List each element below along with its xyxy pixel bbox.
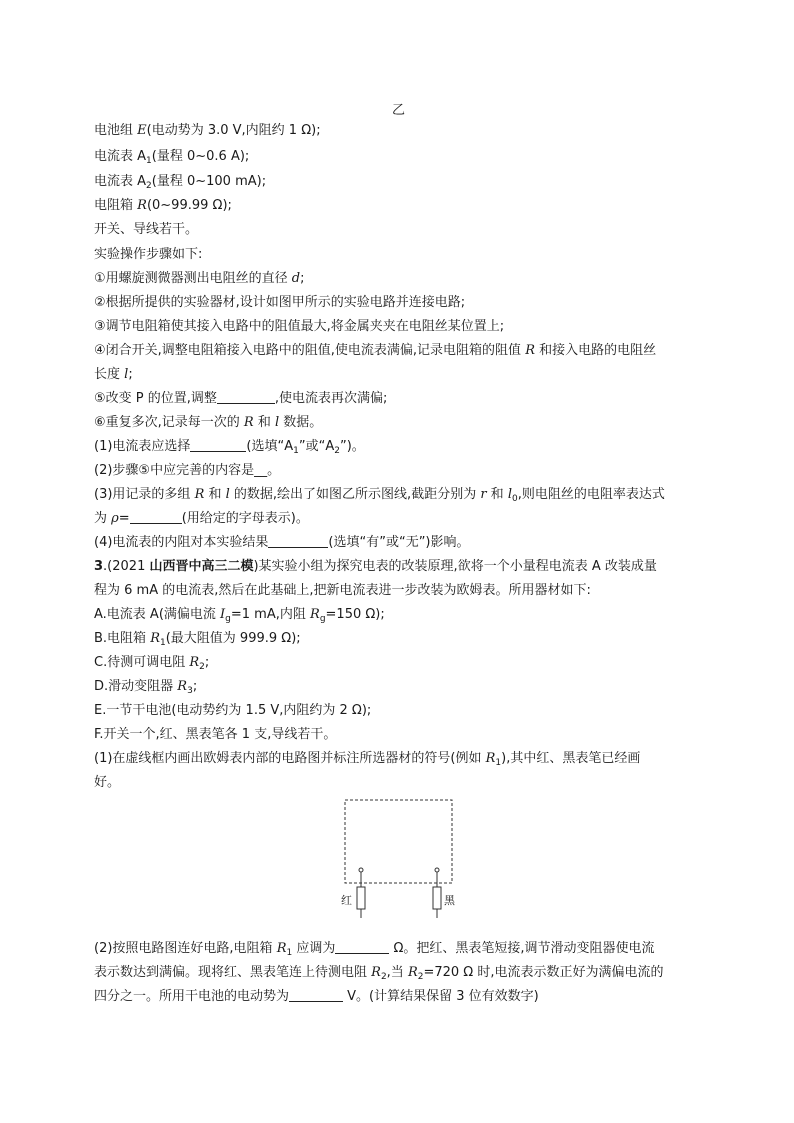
question-2: (2)步骤⑤中应完善的内容是__。 [94,463,281,478]
step-3: ③调节电阻箱使其接入电路中的阻值最大,将金属夹夹在电阻丝某位置上; [94,319,505,334]
equipment-a: A.电流表 A(满偏电流 $I_g=1$ mA,内阻 $R_g=150$ Ω); [94,607,385,624]
part-2-question: (2)按照电路图连好电路,电阻箱 $R_1$ 应调为 Ω。把红、黑表笔短接,调节滑动变阻器使电流 [94,941,655,958]
ohmmeter-circuit-diagram [340,798,460,922]
step-4-cont: 长度 l; [94,367,133,382]
question-4: (4)电流表的内阻对本实验结果 (选填“有”或“无”)影响。 [94,535,470,550]
problem-3-stem-cont: 程为 6 mA 的电流表,然后在此基础上,把新电流表进一步改装为欧姆表。所用器材如下: [94,583,591,598]
red-probe-body [357,887,365,909]
black-probe-label: 黑 [444,894,455,907]
answer-blank[interactable] [289,988,343,1002]
question-3-cont: 为 ρ= (用给定的字母表示)。 [94,511,309,526]
problem-3-stem: 3.(2021 山西晋中高三二模)某实验小组为探究电表的改装原理,欲将一个小量程电流表 A 改装成量 [94,559,657,574]
red-terminal [359,868,363,872]
part-2-question-cont: 表示数达到满偏。现将红、黑表笔连上待测电阻 $R_2$,当 $R_2=720$ Ω 时,电流表示数正好为满偏电流的 [94,965,664,982]
material-switch: 开关、导线若干。 [94,222,199,237]
part-1-question: (1)在虚线框内画出欧姆表内部的电路图并标注所选器材的符号(例如 $R_1$),其中红、黑表笔已经画 [94,751,641,768]
answer-blank[interactable] [190,438,246,452]
part-2-question-end: 四分之一。所用干电池的电动势为 V。(计算结果保留 3 位有效数字) [94,989,539,1004]
answer-blank[interactable] [268,534,328,548]
step-4: ④闭合开关,调整电阻箱接入电路中的阻值,使电流表满偏,记录电阻箱的阻值 R 和接入电路的电阻丝 [94,343,657,358]
black-terminal [435,868,439,872]
material-ammeter-a2: 电流表 $A_2$(量程 0~100 mA); [94,174,267,191]
material-ammeter-a1: 电流表 $A_1$(量程 0~0.6 A); [94,149,250,166]
equipment-c: C.待测可调电阻 $R_2$; [94,655,210,672]
step-2: ②根据所提供的实验器材,设计如图甲所示的实验电路并连接电路; [94,295,466,310]
equipment-e: E.一节干电池(电动势约为 1.5 V,内阻约为 2 Ω); [94,703,372,718]
step-1: ①用螺旋测微器测出电阻丝的直径 d; [94,271,305,286]
steps-heading: 实验操作步骤如下: [94,247,203,262]
equipment-f: F.开关一个,红、黑表笔各 1 支,导线若干。 [94,727,337,742]
black-probe-body [433,887,441,909]
material-resistor-box: 电阻箱 R(0~99.99 Ω); [94,198,232,213]
answer-blank[interactable] [217,390,275,404]
material-battery: 电池组 E(电动势为 3.0 V,内阻约 1 Ω); [94,123,321,138]
question-1: (1)电流表应选择 (选填“$A_1$”或“$A_2$”)。 [94,439,365,456]
part-1-question-cont: 好。 [94,775,121,790]
answer-blank[interactable] [335,940,389,954]
red-probe-label: 红 [341,894,352,907]
answer-blank[interactable] [130,510,182,524]
equipment-d: D.滑动变阻器 $R_3$; [94,679,198,696]
step-5: ⑤改变 P 的位置,调整 ,使电流表再次满偏; [94,391,388,406]
equipment-b: B.电阻箱 $R_1$(最大阻值为 999.9 Ω); [94,631,301,648]
step-6: ⑥重复多次,记录每一次的 R 和 l 数据。 [94,415,323,430]
figure-label: 乙 [392,103,406,118]
question-3: (3)用记录的多组 R 和 l 的数据,绘出了如图乙所示图线,截距分别为 r 和 $l_0$,则电阻丝的电阻率表达式 [94,487,665,504]
